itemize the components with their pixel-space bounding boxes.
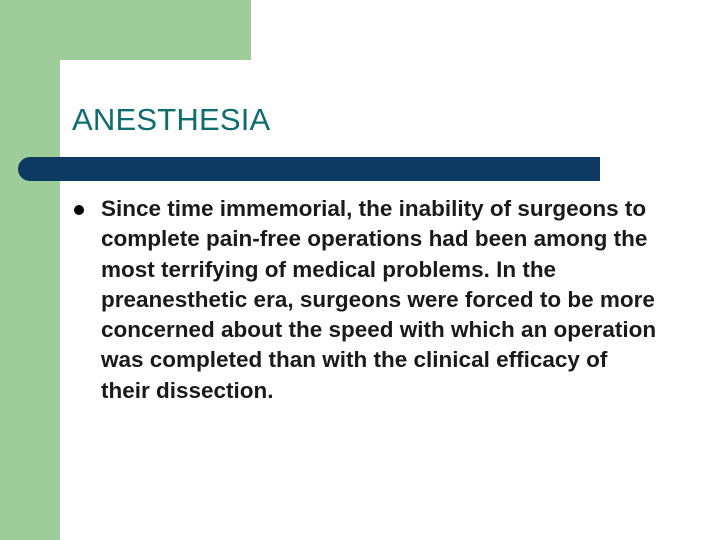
title-underline-bar: [18, 157, 600, 181]
green-band-left: [0, 0, 60, 540]
bullet-text: Since time immemorial, the inability of surgeons to complete pain-free operations had been among the most terrifying of medical problems. In the preanesthetic era, surgeons were forced to be more concerned about the speed with which an operation was completed than with the clinical efficacy of their dissection.: [101, 196, 657, 403]
slide-title: ANESTHESIA: [72, 102, 271, 137]
bullet-dot-icon: [74, 205, 84, 215]
